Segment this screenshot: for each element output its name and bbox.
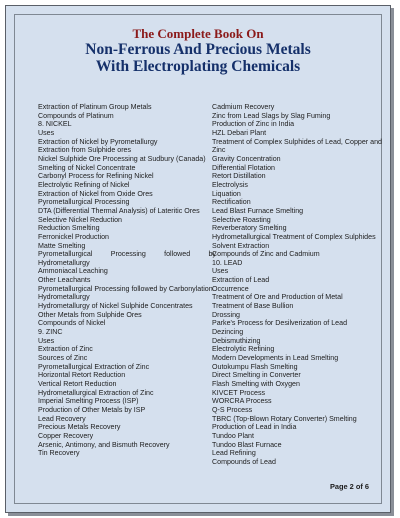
- toc-entry: Uses: [38, 128, 55, 137]
- toc-entry: Tundoo Plant: [212, 431, 254, 440]
- toc-entry: DTA (Differential Thermal Analysis) of Lateritic Ores: [38, 206, 200, 215]
- page-number: Page 2 of 6: [329, 482, 369, 491]
- toc-entry: Drossing: [212, 310, 240, 319]
- toc-entry: Extraction of Zinc: [38, 345, 93, 354]
- toc-entry: Carbonyl Process for Refining Nickel: [38, 172, 154, 181]
- toc-entry: Debismuthizing: [212, 336, 261, 345]
- toc-entry: Differential Flotation: [212, 163, 275, 172]
- toc-entry: TBRC (Top-Blown Rotary Converter) Smelting: [212, 414, 357, 423]
- toc-entry: Hydrometallurgical Treatment of Complex Sulphides: [212, 232, 376, 241]
- toc-entry: Occurrence: [212, 284, 249, 293]
- toc-entry: Tin Recovery: [38, 449, 80, 458]
- toc-entry: Compounds of Platinum: [38, 111, 114, 120]
- toc-entry: Production of Other Metals by ISP: [38, 405, 146, 414]
- toc-entry: Hydrometallurgical Extraction of Zinc: [38, 388, 154, 397]
- toc-entry: Cadmium Recovery: [212, 103, 275, 111]
- toc-entry: Production of Lead in India: [212, 423, 297, 432]
- toc-entry: Parke's Process for Desilverization of Lead: [212, 319, 348, 328]
- toc-entry: Uses: [38, 336, 55, 345]
- toc-entry: Solvent Extraction: [212, 241, 270, 250]
- toc-entry: Treatment of Ore and Production of Metal: [212, 293, 343, 302]
- toc-entry: Treatment of Base Bullion: [212, 302, 294, 311]
- toc-entry: Uses: [212, 267, 229, 276]
- toc-entry: Selective Nickel Reduction: [38, 215, 122, 224]
- toc-entry: Pyrometallurgical Extraction of Zinc: [38, 362, 150, 371]
- toc-entry: Horizontal Retort Reduction: [38, 371, 126, 380]
- toc-entry: Compounds of Zinc and Cadmium: [212, 250, 320, 259]
- toc-entry: Zinc from Lead Slags by Slag Fuming: [212, 111, 331, 120]
- toc-entry: Outokumpu Flash Smelting: [212, 362, 298, 371]
- toc-entry: Direct Smelting in Converter: [212, 371, 301, 380]
- toc-entry: Sources of Zinc: [38, 354, 88, 363]
- contents-right-column: [212, 103, 382, 467]
- toc-chapter-heading: 9. ZINC: [38, 328, 63, 337]
- toc-entry: Hydrometallurgy of Nickel Sulphide Concentrates: [38, 302, 193, 311]
- toc-entry: Ferronickel Production: [38, 232, 109, 241]
- toc-entry: Ammoniacal Leaching: [38, 267, 108, 276]
- toc-entry: WORCRA Process: [212, 397, 272, 406]
- toc-entry: Copper Recovery: [38, 431, 94, 440]
- toc-entry: Rectification: [212, 198, 251, 207]
- toc-entry: Lead Refining: [212, 449, 256, 458]
- toc-entry: KIVCET Process: [212, 388, 266, 397]
- toc-entry: Retort Distillation: [212, 172, 266, 181]
- contents-left-column: [38, 103, 216, 458]
- book-title-line-2: With Electroplating Chemicals: [95, 58, 301, 75]
- toc-entry: Flash Smelting with Oxygen: [212, 380, 300, 388]
- toc-entry: Compounds of Lead: [212, 457, 276, 466]
- toc-entry: Pyrometallurgical Processing: [38, 198, 130, 207]
- document-page: [5, 5, 391, 513]
- toc-entry: Q-S Process: [212, 405, 253, 414]
- book-title-line-1: Non-Ferrous And Precious Metals: [85, 41, 311, 58]
- toc-entry: Extraction of Nickel by Pyrometallurgy: [38, 137, 158, 146]
- toc-entry: Lead Blast Furnace Smelting: [212, 206, 304, 215]
- toc-entry: Hydrometallurgy: [38, 293, 90, 302]
- book-pre-title: The Complete Book On: [132, 26, 264, 41]
- toc-entry: Extraction of Nickel from Oxide Ores: [38, 189, 153, 198]
- toc-entry: Treatment of Complex Sulphides of Lead, Copper and Zinc: [212, 137, 382, 155]
- toc-entry: Liquation: [212, 189, 241, 198]
- toc-entry: Production of Zinc in India: [212, 120, 295, 129]
- toc-entry: Other Leachants: [38, 276, 91, 285]
- toc-entry: Reduction Smelting: [38, 224, 100, 233]
- toc-entry: HZL Debari Plant: [212, 128, 267, 137]
- toc-entry: Electrolysis: [212, 180, 248, 189]
- toc-entry: Electrolytic Refining: [212, 345, 275, 354]
- toc-entry: Compounds of Nickel: [38, 319, 106, 328]
- toc-entry: Modern Developments in Lead Smelting: [212, 354, 339, 363]
- toc-entry: Selective Roasting: [212, 215, 271, 224]
- toc-entry: Extraction from Sulphide ores: [38, 146, 132, 155]
- toc-entry: Gravity Concentration: [212, 154, 281, 163]
- toc-chapter-heading: 8. NICKEL: [38, 120, 72, 129]
- toc-entry: Reverberatory Smelting: [212, 224, 287, 233]
- toc-entry: Precious Metals Recovery: [38, 423, 121, 432]
- toc-entry: Other Metals from Sulphide Ores: [38, 310, 142, 319]
- toc-entry: Smelting of Nickel Concentrate: [38, 163, 136, 172]
- toc-entry: Electrolytic Refining of Nickel: [38, 180, 130, 189]
- toc-entry: Matte Smelting: [38, 241, 86, 250]
- toc-entry: Extraction of Lead: [212, 276, 270, 285]
- toc-entry: Extraction of Platinum Group Metals: [38, 103, 152, 111]
- toc-entry: Imperial Smelting Process (ISP): [38, 397, 139, 406]
- toc-entry: Nickel Sulphide Ore Processing at Sudbury (Canada): [38, 154, 206, 163]
- page-header: [6, 26, 390, 75]
- toc-entry: Dezincing: [212, 328, 244, 337]
- toc-entry: Lead Recovery: [38, 414, 86, 423]
- toc-entry: Vertical Retort Reduction: [38, 380, 117, 388]
- toc-entry: Tundoo Blast Furnace: [212, 440, 282, 449]
- toc-chapter-heading: 10. LEAD: [212, 258, 243, 267]
- toc-entry: Arsenic, Antimony, and Bismuth Recovery: [38, 440, 170, 449]
- toc-entry: Pyrometallurgical Processing followed by Carbonylation: [38, 284, 213, 293]
- toc-entry: Pyrometallurgical Processing followed by Hydrometallurgy: [38, 250, 216, 267]
